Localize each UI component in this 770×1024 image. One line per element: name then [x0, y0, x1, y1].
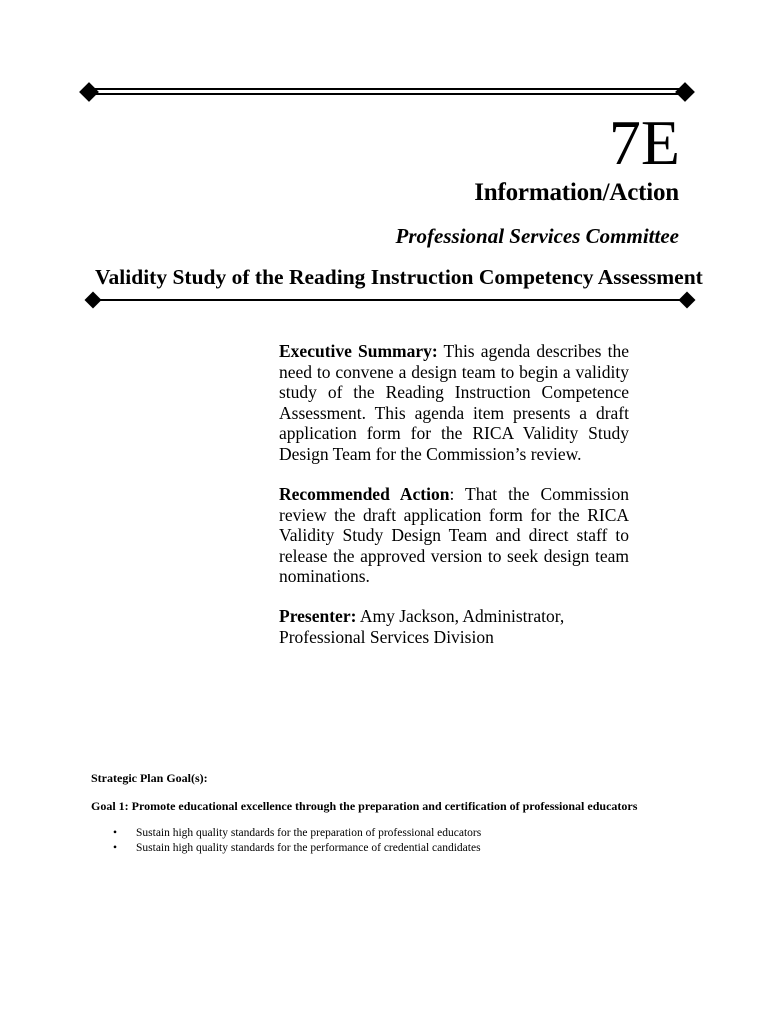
bullet-icon: • [113, 827, 118, 839]
diamond-left-icon [85, 292, 102, 309]
presenter [279, 606, 629, 647]
top-divider-line-lower [88, 93, 686, 95]
strategic-goal-1: Goal 1: Promote educational excellence through the preparation and certification of professional educators [91, 799, 638, 813]
title-divider [84, 292, 696, 310]
list-item-text: Sustain high quality standards for the preparation of professional educators [136, 827, 482, 839]
recommended-action-label: Recommended Action [279, 484, 450, 504]
diamond-right-icon [679, 292, 696, 309]
executive-summary [279, 341, 629, 464]
executive-summary-text: This agenda describes the need to convene a design team to begin a validity study of the Reading Instruction Competence Assessment. This agenda item presents a draft application form for the RICA Validity Study Design Team for the Commission’s review. [279, 341, 629, 464]
list-item [91, 826, 481, 841]
list-item [91, 841, 481, 856]
presenter-label: Presenter: [279, 606, 357, 626]
goal-bullet-list [91, 826, 481, 856]
title-divider-line [92, 299, 688, 301]
diamond-right-icon [675, 82, 695, 102]
presenter-name: Amy Jackson, Administrator, [356, 606, 565, 626]
top-divider [80, 82, 694, 102]
diamond-left-icon [79, 82, 99, 102]
top-divider-line-upper [88, 88, 686, 90]
recommended-action-text: : That the Commission review the draft application form for the RICA Validity Study Design Team and direct staff to release the approved version to seek design team nominations. [279, 484, 629, 586]
recommended-action [279, 484, 629, 587]
committee-name: Professional Services Committee [395, 224, 679, 248]
strategic-plan-heading: Strategic Plan Goal(s): [91, 771, 208, 785]
executive-summary-label: Executive Summary: [279, 341, 438, 361]
presenter-division: Professional Services Division [279, 626, 494, 647]
list-item-text: Sustain high quality standards for the performance of credential candidates [136, 842, 481, 854]
agenda-item-number: 7E [608, 107, 680, 178]
bullet-icon: • [113, 842, 118, 854]
agenda-item-type: Information/Action [474, 179, 679, 206]
agenda-title: Validity Study of the Reading Instruction Competency Assessment [95, 265, 703, 289]
